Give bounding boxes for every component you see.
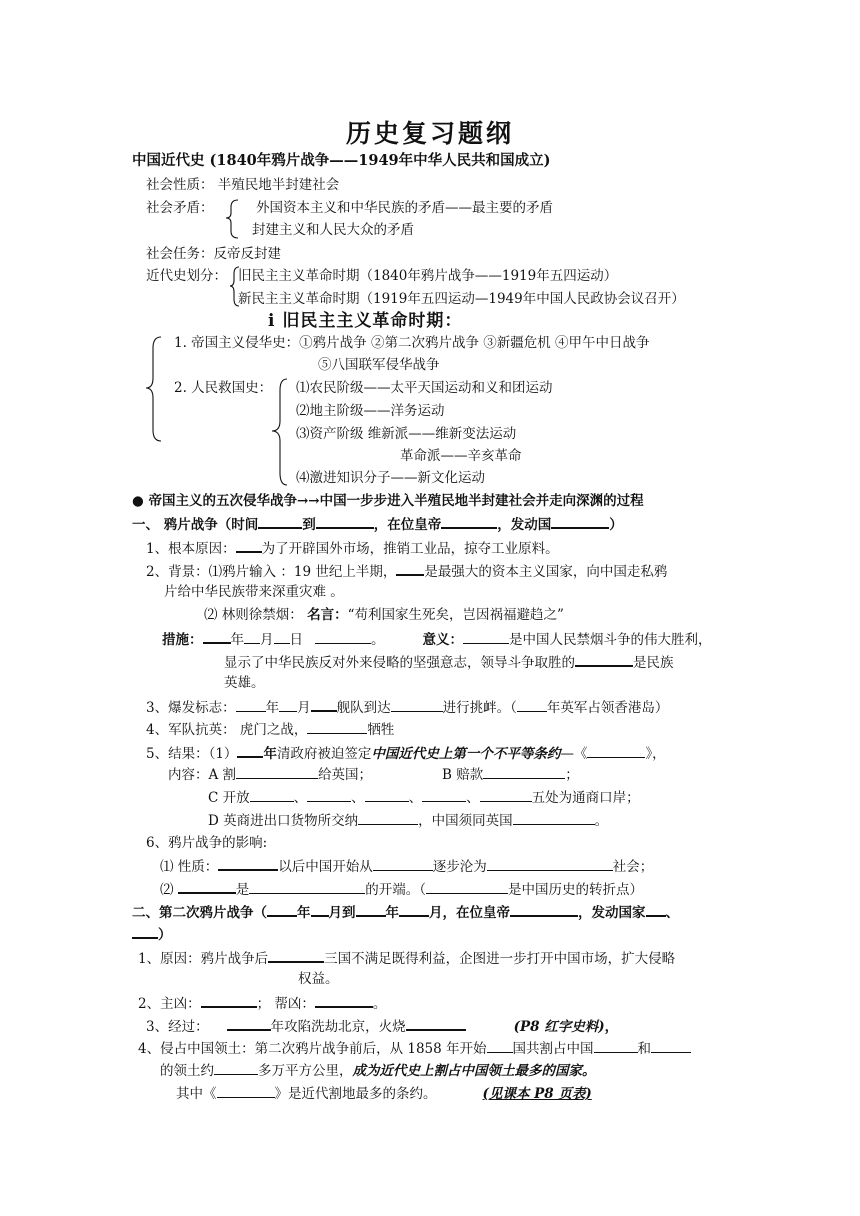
contradiction-brace (226, 199, 240, 239)
opium-root-cause: 1、根本原因： 为了开辟国外市场，推销工业品，掠夺工业原料。 (146, 538, 559, 558)
five-wars-bullet: ● 帝国主义的五次侵华战争→→中国一步步进入半殖民地半封建社会并走向深渊的过程 (132, 493, 644, 509)
section-i-heading: ⅰ 旧民主主义革命时期： (268, 311, 463, 331)
lin-zexu-ban: ⑵ 林则徐禁烟： 名言：“苟利国家生死矣，岂因祸福避趋之” (204, 607, 564, 623)
page-title: 历史复习题纲 (345, 119, 514, 148)
bourgeoisie-class: ⑶资产阶级 维新派——维新变法运动 (296, 426, 517, 442)
period-label: 近代史划分： (146, 268, 227, 284)
opium-result: 5、结果：（1） 年清政府被迫签定中国近代史上第一个不平等条约—《 》， (146, 743, 666, 763)
second-opium-war-heading: 二、第二次鸦片战争（ 年 月到 年 月，在位皇帝 ，发动国家 、 (132, 902, 679, 922)
opium-impact-start: ⑵ 是 的开端。（ 是中国历史的转折点） (160, 879, 643, 899)
section-i-brace (146, 336, 162, 442)
contradiction-label: 社会矛盾： (146, 200, 214, 216)
treaty-content-c: C 开放 、 、 、 、 五处为通商口岸； (208, 790, 640, 806)
second-opium-territory: 4、侵占中国领土：第二次鸦片战争前后，从 1858 年开始 国共割占中国 和 (138, 1039, 691, 1058)
second-opium-cause-end: 权益。 (298, 971, 339, 987)
second-opium-cause: 1、原因：鸦片战争后 三国不满足既得利益，企图进一步打开中国市场，扩大侵略 (138, 948, 675, 968)
society-task: 社会任务：反帝反封建 (146, 246, 281, 262)
people-save-country-brace (272, 378, 288, 486)
treaty-content-a-b: 内容：A 割 给英国； B 赔款 ； (168, 767, 579, 783)
people-save-country-label: 2. 人民救国史： (174, 380, 273, 396)
treaty-content-d: D 英商进出口货物所交纳 ，中国须同英国 。 (208, 813, 609, 829)
radical-intellectuals: ⑷激进知识分子——新文化运动 (296, 470, 485, 486)
imperialist-invasion-history: 1. 帝国主义侵华史：①鸦片战争 ②第二次鸦片战争 ③新疆危机 ④甲午中日战争 (174, 335, 650, 351)
period-old-democratic: 旧民主主义革命时期（1840年鸦片战争——1919年五四运动） (238, 268, 618, 284)
opium-army-resistance: 4、军队抗英： 虎门之战， 牺牲 (146, 722, 395, 738)
second-opium-process: 3、经过： 年攻陷洗劫北京，火烧 (P8 红字史料)， (146, 1016, 618, 1036)
peasant-class: ⑴农民阶级——太平天国运动和义和团运动 (296, 380, 553, 396)
lin-zexu-measures: 措施： 年 月 日 。 意义： 是中国人民禁烟斗争的伟大胜利， (162, 629, 712, 649)
second-opium-war-heading-cont: ） (132, 924, 172, 944)
revolutionary-faction: 革命派——辛亥革命 (400, 448, 522, 464)
contradiction-2: 封建主义和人民大众的矛盾 (252, 222, 414, 238)
second-opium-culprits: 2、主凶： ； 帮凶： 。 (138, 993, 386, 1013)
second-opium-most-land-treaty: 其中《 》是近代割地最多的条约。 (见课本 P8 页表) (176, 1086, 592, 1102)
lin-zexu-significance: 显示了中华民族反对外来侵略的坚强意志，领导斗争取胜的 是民族 (224, 652, 674, 672)
opium-background-cont: 片给中华民族带来深重灾难 。 (164, 584, 344, 600)
eight-nation-alliance: ⑤八国联军侵华战争 (318, 357, 440, 373)
lin-zexu-significance-end: 英雄。 (224, 675, 265, 691)
overview-heading: 中国近代史 (1840年鸦片战争——1949年中华人民共和国成立) (132, 152, 551, 169)
opium-impact-nature: ⑴ 性质： 以后中国开始从 逐步沦为 社会； (160, 856, 653, 876)
second-opium-territory-area: 的领土约 多万平方公里，成为近代史上割占中国领土最多的国家。 (160, 1063, 596, 1079)
landlord-class: ⑵地主阶级——洋务运动 (296, 403, 445, 419)
opium-background: 2、背景：⑴鸦片输入 ：19 世纪上半期， 是最强大的资本主义国家，向中国走私鸦 (146, 561, 667, 581)
contradiction-1: 外国资本主义和中华民族的矛盾——最主要的矛盾 (256, 200, 553, 216)
society-nature: 社会性质： 半殖民地半封建社会 (146, 177, 340, 193)
opium-outbreak: 3、爆发标志： 年 月 舰队到达 进行挑衅。（ 年英军占领香港岛） (146, 697, 668, 717)
opium-war-heading: 一、 鸦片战争（时间 到 ，在位皇帝 ，发动国 ） (132, 514, 623, 534)
opium-impact-heading: 6、鸦片战争的影响: (146, 835, 268, 851)
period-new-democratic: 新民主主义革命时期（1919年五四运动—1949年中国人民政协会议召开） (238, 291, 685, 307)
